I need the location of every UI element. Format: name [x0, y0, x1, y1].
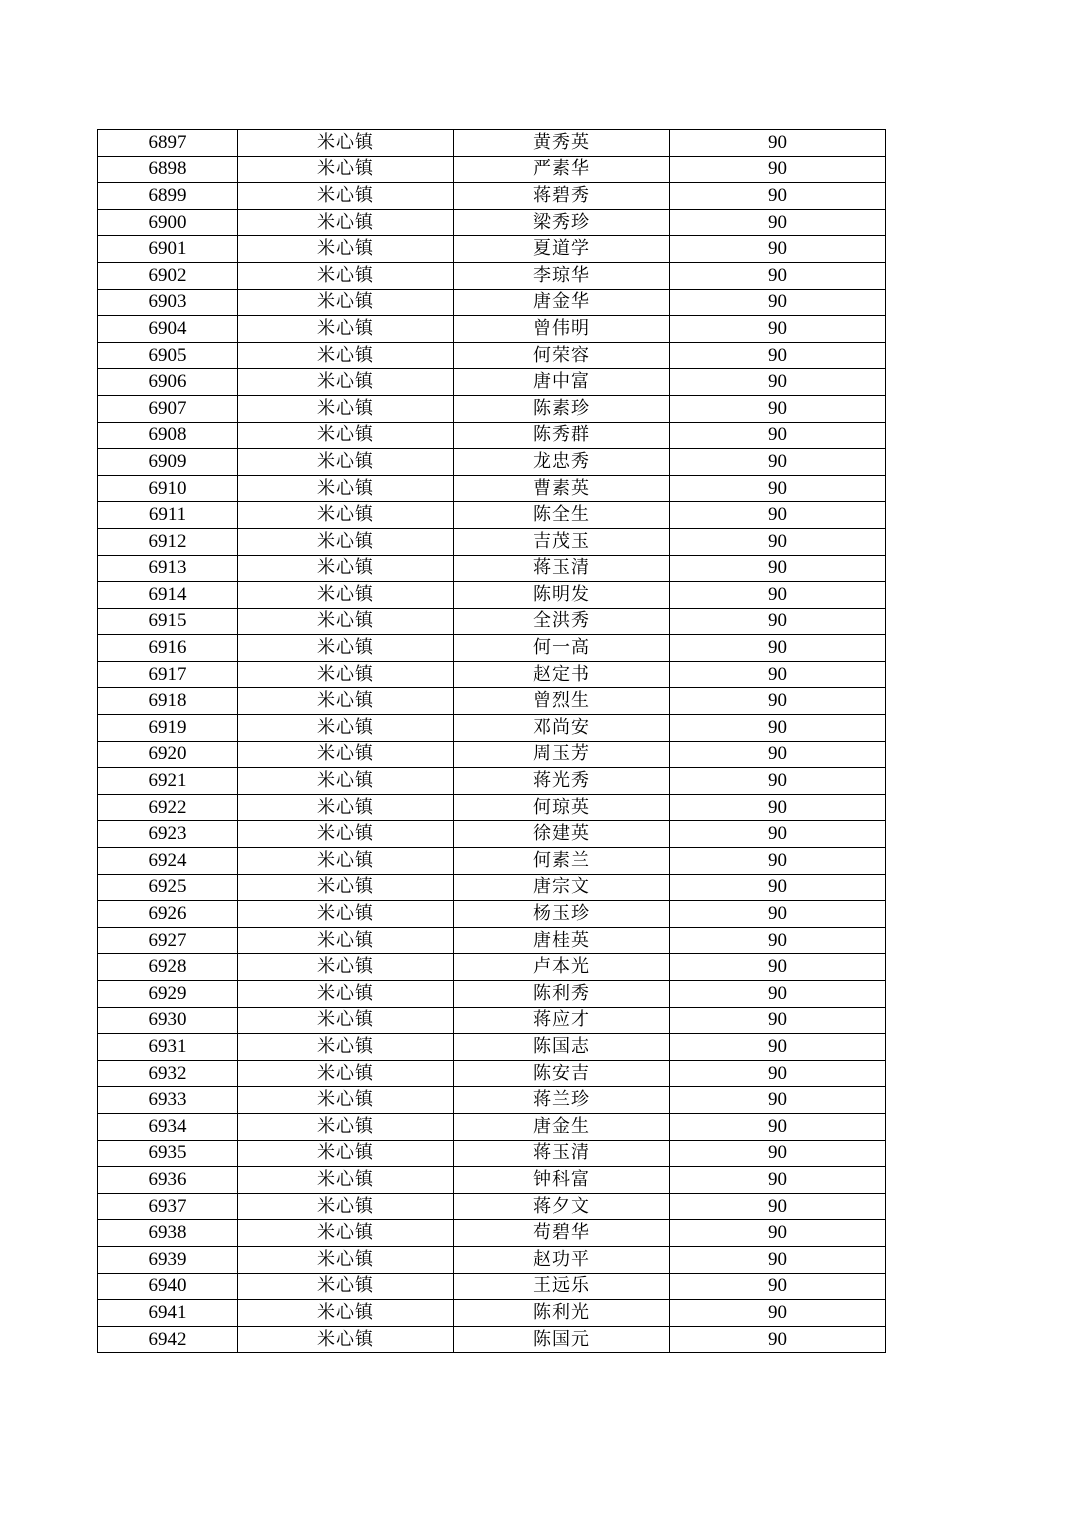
town-cell: 米心镇	[238, 262, 454, 289]
table-row	[98, 236, 886, 263]
person-name-cell: 苟碧华	[454, 1220, 670, 1247]
row-number-cell: 6932	[98, 1060, 238, 1087]
table-row	[98, 954, 886, 981]
person-name-cell: 陈国元	[454, 1326, 670, 1353]
row-number-cell: 6916	[98, 635, 238, 662]
person-name-cell: 蒋夕文	[454, 1193, 670, 1220]
town-cell: 米心镇	[238, 954, 454, 981]
town-cell: 米心镇	[238, 449, 454, 476]
amount-cell: 90	[670, 874, 886, 901]
row-number-cell: 6940	[98, 1273, 238, 1300]
person-name-cell: 何素兰	[454, 848, 670, 875]
row-number-cell: 6903	[98, 289, 238, 316]
person-name-cell: 周玉芳	[454, 741, 670, 768]
person-name-cell: 徐建英	[454, 821, 670, 848]
person-name-cell: 赵定书	[454, 661, 670, 688]
table-row	[98, 741, 886, 768]
town-cell: 米心镇	[238, 1246, 454, 1273]
town-cell: 米心镇	[238, 981, 454, 1008]
table-row	[98, 1246, 886, 1273]
town-cell: 米心镇	[238, 130, 454, 157]
town-cell: 米心镇	[238, 1007, 454, 1034]
town-cell: 米心镇	[238, 369, 454, 396]
town-cell: 米心镇	[238, 1193, 454, 1220]
person-name-cell: 邓尚安	[454, 715, 670, 742]
town-cell: 米心镇	[238, 209, 454, 236]
row-number-cell: 6936	[98, 1167, 238, 1194]
person-name-cell: 陈国志	[454, 1034, 670, 1061]
town-cell: 米心镇	[238, 741, 454, 768]
town-cell: 米心镇	[238, 156, 454, 183]
row-number-cell: 6926	[98, 901, 238, 928]
row-number-cell: 6909	[98, 449, 238, 476]
town-cell: 米心镇	[238, 715, 454, 742]
amount-cell: 90	[670, 608, 886, 635]
table-row	[98, 608, 886, 635]
town-cell: 米心镇	[238, 1034, 454, 1061]
table-row	[98, 1007, 886, 1034]
town-cell: 米心镇	[238, 848, 454, 875]
amount-cell: 90	[670, 183, 886, 210]
table-row	[98, 981, 886, 1008]
row-number-cell: 6915	[98, 608, 238, 635]
amount-cell: 90	[670, 1087, 886, 1114]
person-name-cell: 陈安吉	[454, 1060, 670, 1087]
person-name-cell: 蒋光秀	[454, 768, 670, 795]
table-row	[98, 130, 886, 157]
town-cell: 米心镇	[238, 1326, 454, 1353]
town-cell: 米心镇	[238, 502, 454, 529]
row-number-cell: 6942	[98, 1326, 238, 1353]
person-name-cell: 钟科富	[454, 1167, 670, 1194]
person-name-cell: 王远乐	[454, 1273, 670, 1300]
table-row	[98, 289, 886, 316]
town-cell: 米心镇	[238, 1220, 454, 1247]
amount-cell: 90	[670, 1300, 886, 1327]
town-cell: 米心镇	[238, 608, 454, 635]
person-name-cell: 陈全生	[454, 502, 670, 529]
row-number-cell: 6914	[98, 582, 238, 609]
row-number-cell: 6921	[98, 768, 238, 795]
table-row	[98, 369, 886, 396]
amount-cell: 90	[670, 794, 886, 821]
person-name-cell: 唐金华	[454, 289, 670, 316]
amount-cell: 90	[670, 688, 886, 715]
table-row	[98, 1087, 886, 1114]
town-cell: 米心镇	[238, 768, 454, 795]
row-number-cell: 6924	[98, 848, 238, 875]
amount-cell: 90	[670, 954, 886, 981]
table-row	[98, 156, 886, 183]
amount-cell: 90	[670, 848, 886, 875]
amount-cell: 90	[670, 1140, 886, 1167]
amount-cell: 90	[670, 555, 886, 582]
person-name-cell: 蒋玉清	[454, 555, 670, 582]
amount-cell: 90	[670, 342, 886, 369]
amount-cell: 90	[670, 449, 886, 476]
town-cell: 米心镇	[238, 1087, 454, 1114]
person-name-cell: 陈利光	[454, 1300, 670, 1327]
table-row	[98, 821, 886, 848]
town-cell: 米心镇	[238, 316, 454, 343]
person-name-cell: 曾烈生	[454, 688, 670, 715]
table-row	[98, 449, 886, 476]
person-name-cell: 蒋玉清	[454, 1140, 670, 1167]
person-name-cell: 吉茂玉	[454, 528, 670, 555]
person-name-cell: 赵功平	[454, 1246, 670, 1273]
amount-cell: 90	[670, 316, 886, 343]
row-number-cell: 6922	[98, 794, 238, 821]
amount-cell: 90	[670, 1220, 886, 1247]
row-number-cell: 6918	[98, 688, 238, 715]
table-row	[98, 183, 886, 210]
amount-cell: 90	[670, 1246, 886, 1273]
row-number-cell: 6908	[98, 422, 238, 449]
roster-table-body	[98, 130, 886, 1353]
row-number-cell: 6919	[98, 715, 238, 742]
town-cell: 米心镇	[238, 395, 454, 422]
amount-cell: 90	[670, 130, 886, 157]
row-number-cell: 6917	[98, 661, 238, 688]
roster-table	[97, 129, 886, 1353]
town-cell: 米心镇	[238, 874, 454, 901]
town-cell: 米心镇	[238, 1113, 454, 1140]
town-cell: 米心镇	[238, 183, 454, 210]
amount-cell: 90	[670, 1060, 886, 1087]
amount-cell: 90	[670, 1034, 886, 1061]
town-cell: 米心镇	[238, 1140, 454, 1167]
person-name-cell: 陈素珍	[454, 395, 670, 422]
person-name-cell: 陈利秀	[454, 981, 670, 1008]
amount-cell: 90	[670, 236, 886, 263]
town-cell: 米心镇	[238, 794, 454, 821]
amount-cell: 90	[670, 1167, 886, 1194]
table-row	[98, 502, 886, 529]
table-row	[98, 262, 886, 289]
row-number-cell: 6907	[98, 395, 238, 422]
town-cell: 米心镇	[238, 422, 454, 449]
person-name-cell: 唐桂英	[454, 927, 670, 954]
table-row	[98, 1273, 886, 1300]
table-row	[98, 1326, 886, 1353]
person-name-cell: 曹素英	[454, 475, 670, 502]
row-number-cell: 6930	[98, 1007, 238, 1034]
town-cell: 米心镇	[238, 688, 454, 715]
person-name-cell: 唐中富	[454, 369, 670, 396]
town-cell: 米心镇	[238, 342, 454, 369]
amount-cell: 90	[670, 209, 886, 236]
table-row	[98, 582, 886, 609]
town-cell: 米心镇	[238, 635, 454, 662]
amount-cell: 90	[670, 1326, 886, 1353]
table-row	[98, 794, 886, 821]
amount-cell: 90	[670, 395, 886, 422]
person-name-cell: 何荣容	[454, 342, 670, 369]
amount-cell: 90	[670, 156, 886, 183]
amount-cell: 90	[670, 528, 886, 555]
row-number-cell: 6920	[98, 741, 238, 768]
table-row	[98, 1220, 886, 1247]
table-row	[98, 528, 886, 555]
table-row	[98, 316, 886, 343]
amount-cell: 90	[670, 635, 886, 662]
person-name-cell: 梁秀珍	[454, 209, 670, 236]
town-cell: 米心镇	[238, 1060, 454, 1087]
table-row	[98, 1140, 886, 1167]
person-name-cell: 李琼华	[454, 262, 670, 289]
amount-cell: 90	[670, 901, 886, 928]
person-name-cell: 全洪秀	[454, 608, 670, 635]
row-number-cell: 6928	[98, 954, 238, 981]
amount-cell: 90	[670, 502, 886, 529]
table-row	[98, 1060, 886, 1087]
town-cell: 米心镇	[238, 236, 454, 263]
amount-cell: 90	[670, 1273, 886, 1300]
table-row	[98, 1300, 886, 1327]
table-row	[98, 475, 886, 502]
town-cell: 米心镇	[238, 901, 454, 928]
table-row	[98, 901, 886, 928]
table-row	[98, 1167, 886, 1194]
row-number-cell: 6898	[98, 156, 238, 183]
amount-cell: 90	[670, 1193, 886, 1220]
person-name-cell: 曾伟明	[454, 316, 670, 343]
amount-cell: 90	[670, 661, 886, 688]
amount-cell: 90	[670, 981, 886, 1008]
row-number-cell: 6899	[98, 183, 238, 210]
row-number-cell: 6934	[98, 1113, 238, 1140]
town-cell: 米心镇	[238, 528, 454, 555]
amount-cell: 90	[670, 768, 886, 795]
person-name-cell: 陈明发	[454, 582, 670, 609]
table-row	[98, 927, 886, 954]
row-number-cell: 6929	[98, 981, 238, 1008]
amount-cell: 90	[670, 741, 886, 768]
town-cell: 米心镇	[238, 1273, 454, 1300]
table-row	[98, 688, 886, 715]
person-name-cell: 陈秀群	[454, 422, 670, 449]
row-number-cell: 6927	[98, 927, 238, 954]
row-number-cell: 6902	[98, 262, 238, 289]
row-number-cell: 6913	[98, 555, 238, 582]
table-row	[98, 1193, 886, 1220]
row-number-cell: 6904	[98, 316, 238, 343]
table-row	[98, 342, 886, 369]
row-number-cell: 6923	[98, 821, 238, 848]
amount-cell: 90	[670, 369, 886, 396]
amount-cell: 90	[670, 289, 886, 316]
amount-cell: 90	[670, 821, 886, 848]
row-number-cell: 6901	[98, 236, 238, 263]
amount-cell: 90	[670, 422, 886, 449]
row-number-cell: 6911	[98, 502, 238, 529]
row-number-cell: 6937	[98, 1193, 238, 1220]
table-row	[98, 209, 886, 236]
town-cell: 米心镇	[238, 475, 454, 502]
row-number-cell: 6906	[98, 369, 238, 396]
row-number-cell: 6897	[98, 130, 238, 157]
row-number-cell: 6933	[98, 1087, 238, 1114]
person-name-cell: 蒋应才	[454, 1007, 670, 1034]
table-row	[98, 661, 886, 688]
table-row	[98, 1113, 886, 1140]
town-cell: 米心镇	[238, 555, 454, 582]
person-name-cell: 唐金生	[454, 1113, 670, 1140]
amount-cell: 90	[670, 927, 886, 954]
table-row	[98, 715, 886, 742]
person-name-cell: 杨玉珍	[454, 901, 670, 928]
table-row	[98, 635, 886, 662]
person-name-cell: 龙忠秀	[454, 449, 670, 476]
amount-cell: 90	[670, 475, 886, 502]
row-number-cell: 6938	[98, 1220, 238, 1247]
amount-cell: 90	[670, 1113, 886, 1140]
table-row	[98, 395, 886, 422]
town-cell: 米心镇	[238, 661, 454, 688]
person-name-cell: 蒋兰珍	[454, 1087, 670, 1114]
amount-cell: 90	[670, 262, 886, 289]
table-row	[98, 555, 886, 582]
town-cell: 米心镇	[238, 582, 454, 609]
amount-cell: 90	[670, 1007, 886, 1034]
table-row	[98, 422, 886, 449]
row-number-cell: 6905	[98, 342, 238, 369]
table-row	[98, 848, 886, 875]
person-name-cell: 何一高	[454, 635, 670, 662]
row-number-cell: 6931	[98, 1034, 238, 1061]
row-number-cell: 6925	[98, 874, 238, 901]
person-name-cell: 夏道学	[454, 236, 670, 263]
amount-cell: 90	[670, 582, 886, 609]
row-number-cell: 6910	[98, 475, 238, 502]
row-number-cell: 6939	[98, 1246, 238, 1273]
amount-cell: 90	[670, 715, 886, 742]
person-name-cell: 何琼英	[454, 794, 670, 821]
row-number-cell: 6941	[98, 1300, 238, 1327]
table-row	[98, 874, 886, 901]
town-cell: 米心镇	[238, 289, 454, 316]
town-cell: 米心镇	[238, 821, 454, 848]
row-number-cell: 6935	[98, 1140, 238, 1167]
person-name-cell: 卢本光	[454, 954, 670, 981]
person-name-cell: 唐宗文	[454, 874, 670, 901]
row-number-cell: 6900	[98, 209, 238, 236]
table-row	[98, 1034, 886, 1061]
row-number-cell: 6912	[98, 528, 238, 555]
person-name-cell: 黄秀英	[454, 130, 670, 157]
town-cell: 米心镇	[238, 1167, 454, 1194]
person-name-cell: 严素华	[454, 156, 670, 183]
person-name-cell: 蒋碧秀	[454, 183, 670, 210]
table-row	[98, 768, 886, 795]
town-cell: 米心镇	[238, 1300, 454, 1327]
town-cell: 米心镇	[238, 927, 454, 954]
